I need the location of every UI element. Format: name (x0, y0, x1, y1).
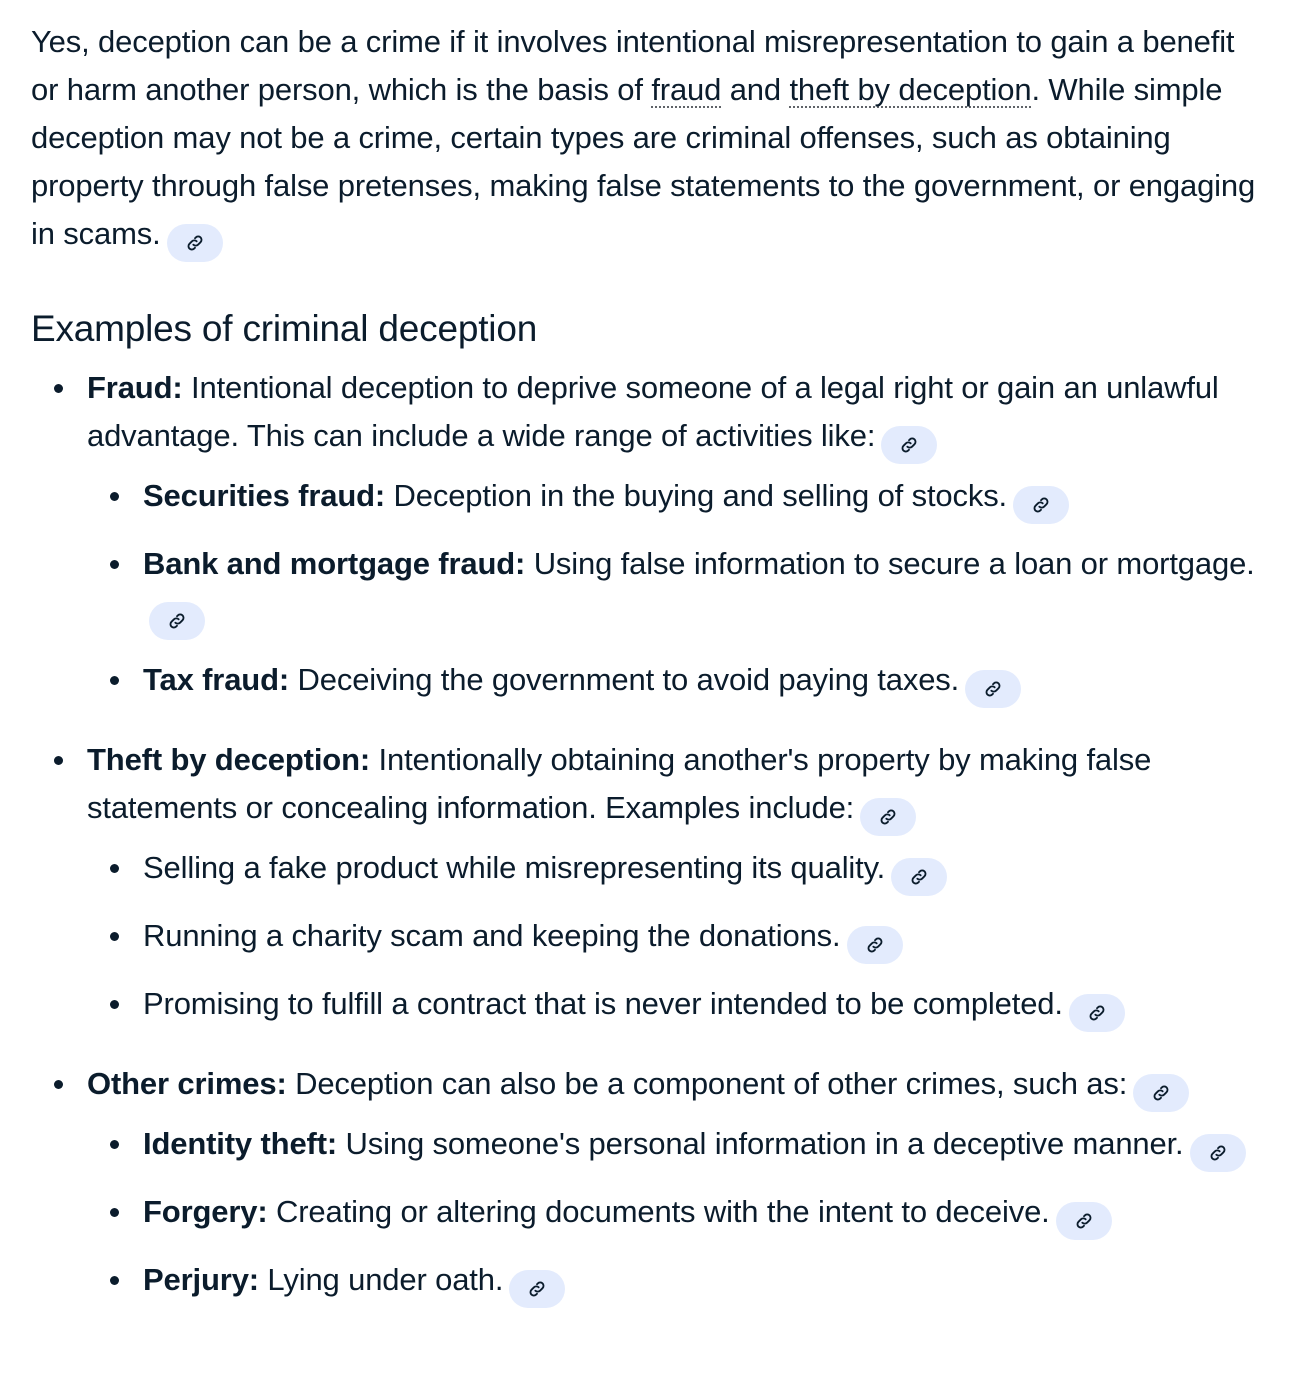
link-icon (983, 679, 1003, 699)
sub-list-item (87, 1120, 1268, 1172)
link-icon (1074, 1211, 1094, 1231)
intro-paragraph (31, 18, 1268, 262)
source-link-button[interactable] (1133, 1074, 1189, 1112)
sub-item-text: Using someone's personal information in a deceptive manner. (337, 1126, 1184, 1161)
sub-list (87, 844, 1268, 1032)
link-icon (167, 611, 187, 631)
source-link-button[interactable] (1013, 486, 1069, 524)
source-link-button[interactable] (509, 1270, 565, 1308)
list-item (31, 1060, 1268, 1308)
section-title: Examples of criminal deception (31, 308, 538, 349)
list-item (31, 364, 1268, 708)
item-label: Other crimes: (87, 1066, 287, 1101)
link-icon (1208, 1143, 1228, 1163)
sub-list-item (87, 1188, 1268, 1240)
sub-list-item (87, 980, 1268, 1032)
source-link-button[interactable] (860, 798, 916, 836)
sub-item-text: Selling a fake product while misrepresenting its quality. (143, 850, 886, 885)
intro-text-and: and (721, 72, 790, 107)
sub-list (87, 472, 1268, 708)
source-link-button[interactable] (1190, 1134, 1246, 1172)
link-icon (1087, 1003, 1107, 1023)
source-link-button[interactable] (1056, 1202, 1112, 1240)
link-icon (1151, 1083, 1171, 1103)
sub-item-text: Deception in the buying and selling of stocks. (385, 478, 1008, 513)
sub-item-text: Running a charity scam and keeping the donations. (143, 918, 841, 953)
source-link-button[interactable] (167, 224, 223, 262)
sub-item-text: Using false information to secure a loan or mortgage. (525, 546, 1255, 581)
source-link-button[interactable] (847, 926, 903, 964)
item-text: Intentionally obtaining another's property by making false statements or concealing information. Examples include: (87, 742, 1152, 825)
sub-item-text: Lying under oath. (258, 1262, 504, 1297)
term-fraud-link[interactable]: fraud (651, 72, 722, 107)
item-text: Intentional deception to deprive someone of a legal right or gain an unlawful advantage. This can include a wide range of activities like: (87, 370, 1219, 453)
item-label: Fraud: (87, 370, 183, 405)
sub-item-label: Identity theft: (143, 1126, 338, 1161)
sub-list-item (87, 844, 1268, 896)
link-icon (1031, 495, 1051, 515)
source-link-button[interactable] (149, 602, 205, 640)
source-link-button[interactable] (881, 426, 937, 464)
source-link-button[interactable] (965, 670, 1021, 708)
link-icon (878, 807, 898, 827)
link-icon (909, 867, 929, 887)
list-item (31, 736, 1268, 1032)
sub-list-item (87, 656, 1268, 708)
link-icon (865, 935, 885, 955)
intro-text-1: Yes, deception can be a crime if it involves intentional misrepresentation to gain a benefit or harm another person, which is the basis of (31, 24, 1235, 107)
sub-item-label: Securities fraud: (143, 478, 386, 513)
sub-list-item (87, 540, 1268, 640)
sub-item-label: Forgery: (143, 1194, 268, 1229)
sub-item-text: Promising to fulfill a contract that is never intended to be completed. (143, 986, 1063, 1021)
item-text: Deception can also be a component of other crimes, such as: (286, 1066, 1128, 1101)
sub-item-label: Bank and mortgage fraud: (143, 546, 526, 581)
sub-item-text: Deceiving the government to avoid paying taxes. (289, 662, 960, 697)
sub-item-label: Perjury: (143, 1262, 259, 1297)
link-icon (899, 435, 919, 455)
link-icon (185, 233, 205, 253)
sub-item-text: Creating or altering documents with the intent to deceive. (267, 1194, 1050, 1229)
sub-list-item (87, 1256, 1268, 1308)
sub-list (87, 1120, 1268, 1308)
examples-list (31, 364, 1268, 1308)
source-link-button[interactable] (1069, 994, 1125, 1032)
term-theft-by-deception-link[interactable]: theft by deception (789, 72, 1032, 107)
sub-list-item (87, 912, 1268, 964)
link-icon (527, 1279, 547, 1299)
sub-list-item (87, 472, 1268, 524)
source-link-button[interactable] (891, 858, 947, 896)
intro-text-2: . While simple deception may not be a crime, certain types are criminal offenses, such as obtaining property through false pretenses, making false statements to the government, or engaging in scams. (31, 72, 1256, 251)
item-label: Theft by deception: (87, 742, 371, 777)
sub-item-label: Tax fraud: (143, 662, 290, 697)
